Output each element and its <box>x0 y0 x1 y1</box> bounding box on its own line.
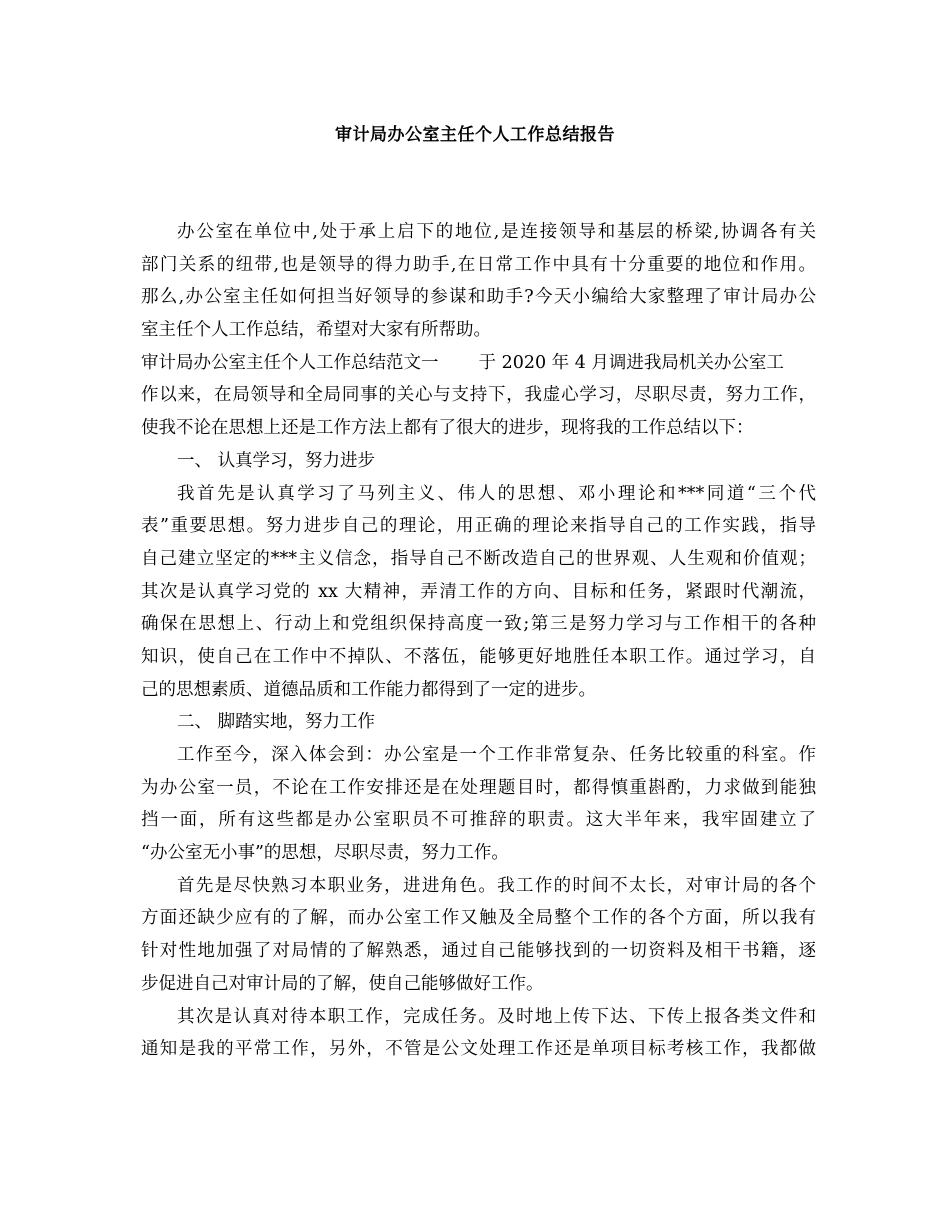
paragraph-line: 自己建立坚定的***主义信念，指导自己不断改造自己的世界观、人生观和价值观； <box>141 548 816 569</box>
paragraph-line: 确保在思想上、行动上和党组织保持高度一致;第三是努力学习与工作相干的各种 <box>141 614 816 635</box>
paragraph-line: 其次是认真对待本职工作，完成任务。及时地上传下达、下传上报各类文件和 <box>177 1006 816 1027</box>
paragraph-line: 使我不论在思想上还是工作方法上都有了很大的进步，现将我的工作总结以下： <box>141 418 754 439</box>
paragraph-line: 针对性地加强了对局情的了解熟悉，通过自己能够找到的一切资料及相干书籍，逐 <box>141 941 816 962</box>
paragraph-line: 作以来，在局领导和全局同事的关心与支持下，我虚心学习，尽职尽责，努力工作， <box>141 385 816 406</box>
paragraph-line: 通知是我的平常工作，另外，不管是公文处理工作还是单项目标考核工作，我都做 <box>141 1039 816 1060</box>
paragraph-line: “办公室无小事”的思想，尽职尽责，努力工作。 <box>141 843 509 864</box>
paragraph-line: 部门关系的纽带,也是领导的得力助手,在日常工作中具有十分重要的地位和作用。 <box>141 254 816 275</box>
section-heading-1: 一、 认真学习，努力进步 <box>177 450 376 471</box>
paragraph-line: 其次是认真学习党的 xx 大精神，弄清工作的方向、目标和任务，紧跟时代潮流， <box>141 581 816 602</box>
paragraph-line: 办公室在单位中,处于承上启下的地位,是连接领导和基层的桥梁,协调各有关 <box>177 222 816 242</box>
section-heading-2: 二、 脚踏实地，努力工作 <box>177 712 376 733</box>
paragraph-line: 工作至今，深入体会到：办公室是一个工作非常复杂、任务比较重的科室。作 <box>177 745 816 765</box>
document-title: 审计局办公室主任个人工作总结报告 <box>335 125 615 145</box>
paragraph-line: 室主任个人工作总结，希望对大家有所帮助。 <box>141 320 491 341</box>
paragraph-line: 表”重要思想。努力进步自己的理论，用正确的理论来指导自己的工作实践，指导 <box>141 516 816 537</box>
paragraph-line: 首先是尽快熟习本职业务，进进角色。我工作的时间不太长，对审计局的各个 <box>177 875 816 896</box>
document-body <box>141 216 816 1066</box>
paragraph-line: 方面还缺少应有的了解，而办公室工作又触及全局整个工作的各个方面，所以我有 <box>141 908 816 929</box>
paragraph-line: 知识，使自己在工作中不掉队、不落伍，能够更好地胜任本职工作。通过学习，自 <box>141 646 816 667</box>
paragraph-line: 那么,办公室主任如何担当好领导的参谋和助手?今天小编给大家整理了审计局办公 <box>141 287 816 308</box>
sample-heading-line <box>141 347 816 380</box>
paragraph-line: 我首先是认真学习了马列主义、伟人的思想、邓小理论和***同道“三个代 <box>177 483 816 504</box>
sample-label: 审计局办公室主任个人工作总结范文一 <box>141 352 439 373</box>
paragraph-line: 己的思想素质、道德品质和工作能力都得到了一定的进步。 <box>141 679 596 700</box>
paragraph-line: 为办公室一员，不论在工作安排还是在处理题目时，都得慎重斟酌，力求做到能独 <box>141 777 816 798</box>
paragraph-line: 挡一面，所有这些都是办公室职员不可推辞的职责。这大半年来，我牢固建立了 <box>141 810 816 831</box>
paragraph-line: 步促进自己对审计局的了解，使自己能够做好工作。 <box>141 973 544 994</box>
sample-first-text: 于 2020 年 4 月调进我局机关办公室工 <box>478 352 784 373</box>
